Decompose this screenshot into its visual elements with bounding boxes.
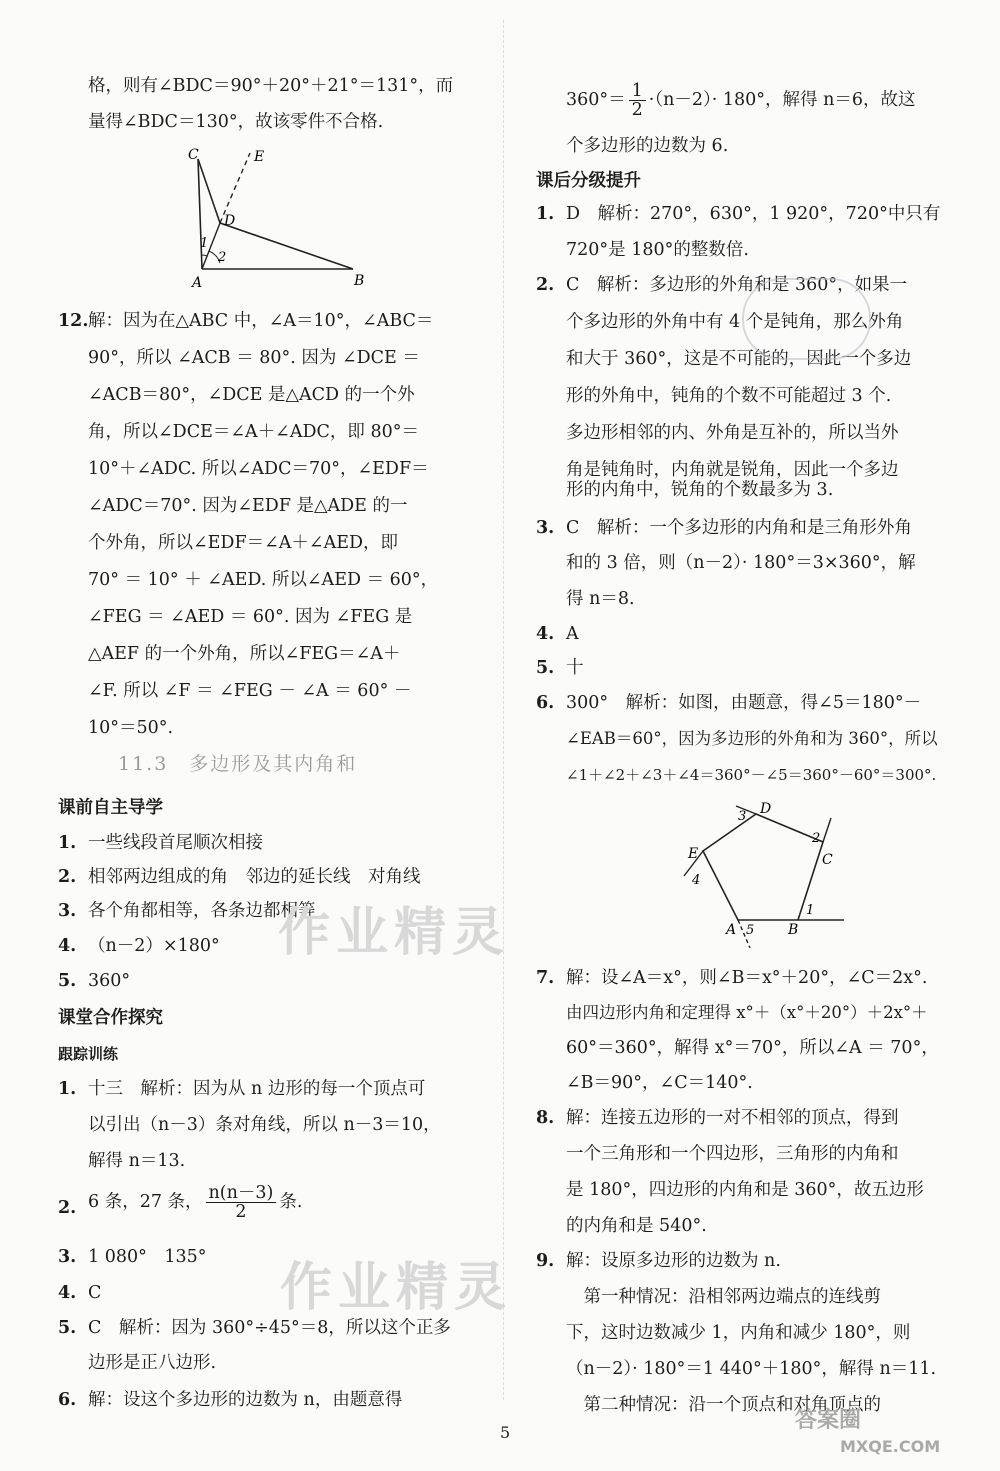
text-line: C 解析：因为 360°÷45°＝8，所以这个正多 — [88, 1318, 451, 1338]
text-line: 十三 解析：因为从 n 边形的每一个顶点可 — [88, 1079, 426, 1099]
angle-arc-1 — [202, 255, 207, 256]
answer-text: 各个角都相等，各条边都相等 — [88, 901, 316, 921]
label-a: A — [726, 922, 737, 938]
text-line: ∠1＋∠2＋∠3＋∠4＝360°－∠5＝360°－60°＝300°. — [566, 766, 937, 784]
stamp-mark — [742, 278, 871, 360]
pentagon-shape — [703, 814, 823, 920]
text-line: 是 180°，四边形的内角和是 360°，故五边形 — [566, 1180, 924, 1200]
label-b: B — [788, 922, 799, 938]
item-number: 2. — [58, 1198, 77, 1218]
text-line: 得 n＝8. — [566, 589, 635, 609]
text-line: △AEF 的一个外角，所以∠FEG＝∠A＋ — [88, 644, 401, 664]
label-d: D — [224, 213, 236, 229]
heading-preview: 课前自主导学 — [58, 798, 163, 818]
item-number: 6. — [58, 1390, 77, 1410]
item-number: 1. — [58, 833, 77, 853]
item-number: 3. — [58, 1247, 77, 1267]
text-line: 角，所以∠DCE＝∠A＋∠ADC，即 80°＝ — [88, 422, 419, 442]
text-line: 的内角和是 540°. — [566, 1216, 707, 1236]
text-line: 格，则有∠BDC＝90°＋20°＋21°＝131°，而 — [88, 76, 454, 96]
text-line: 第一种情况：沿相邻两边端点的连线剪 — [566, 1287, 881, 1307]
heading-coop: 课堂合作探究 — [58, 1008, 163, 1028]
watermark: 作业精灵 — [280, 1257, 513, 1318]
answer-text: 1 080° 135° — [88, 1247, 207, 1267]
heading-tracking: 跟踪训练 — [58, 1045, 119, 1063]
text-line: 60°＝360°，解得 x°＝70°，所以∠A ＝ 70°， — [566, 1038, 939, 1058]
answer-suffix: ·（n－2）· 180°，解得 n＝6，故这 — [648, 90, 916, 110]
item-number: 4. — [536, 624, 555, 644]
answer-text: 十 — [566, 658, 584, 678]
text-line: 量得∠BDC＝130°，故该零件不合格. — [88, 112, 384, 132]
label-1: 1 — [806, 903, 815, 918]
heading-after-class: 课后分级提升 — [536, 171, 641, 191]
text-line: 多边形相邻的内、外角是互补的，所以当外 — [566, 423, 899, 443]
answer-text: 相邻两边组成的角 邻边的延长线 对角线 — [88, 867, 421, 887]
answer-text: 一些线段首尾顺次相接 — [88, 833, 263, 853]
label-3: 3 — [738, 809, 747, 824]
text-line: 和大于 360°，这是不可能的，因此一个多边 — [566, 349, 912, 369]
text-line: 以引出（n－3）条对角线，所以 n－3＝10， — [88, 1115, 441, 1135]
item-number: 5. — [58, 1318, 77, 1338]
label-2: 2 — [218, 250, 227, 265]
text-line: ∠B＝90°，∠C＝140°. — [566, 1073, 753, 1093]
pentagon-figure — [676, 798, 856, 948]
item-number: 5. — [536, 658, 555, 678]
label-e: E — [688, 846, 699, 862]
label-1: 1 — [200, 236, 209, 251]
line-ca — [198, 159, 202, 269]
label-c: C — [188, 147, 199, 163]
text-line: 第二种情况：沿一个顶点和对角顶点的 — [566, 1395, 881, 1415]
line-db — [220, 223, 353, 269]
triangle-figure — [188, 145, 428, 295]
text-line: 形的内角中，锐角的个数最多为 3. — [566, 480, 834, 500]
text-line: 10°＋∠ADC. 所以∠ADC＝70°，∠EDF＝ — [88, 459, 429, 479]
label-2: 2 — [812, 831, 821, 846]
text-line: 90°，所以 ∠ACB ＝ 80°. 因为 ∠DCE ＝ — [88, 348, 420, 368]
text-line: 形的外角中，钝角的个数不可能超过 3 个. — [566, 386, 892, 406]
text-line: ∠FEG ＝ ∠AED ＝ 60°. 因为 ∠FEG 是 — [88, 607, 413, 627]
fraction-denominator: 2 — [631, 100, 643, 120]
text-line: 300° 解析：如图，由题意，得∠5＝180°－ — [566, 693, 922, 713]
label-c: C — [822, 852, 833, 868]
answer-text: 360° — [88, 971, 131, 991]
answer-text: C — [88, 1283, 102, 1303]
item-number: 2. — [536, 275, 555, 295]
answer-text: （n－2）×180° — [88, 936, 220, 956]
text-line: ∠ACB＝80°，∠DCE 是△ACD 的一个外 — [88, 385, 415, 405]
text-line: ∠ADC＝70°. 因为∠EDF 是△ADE 的一 — [88, 496, 408, 516]
item-number: 4. — [58, 936, 77, 956]
label-e: E — [254, 149, 265, 165]
item-number: 6. — [536, 693, 555, 713]
text-line: 由四边形内角和定理得 x°＋（x°＋20°）＋2x°＋ — [566, 1003, 928, 1022]
text-line: 解：设∠A＝x°，则∠B＝x°＋20°，∠C＝2x°. — [566, 968, 928, 988]
text-line: 一个三角形和一个四边形，三角形的内角和 — [566, 1144, 899, 1164]
site-logo: 答案圈 — [795, 1408, 862, 1433]
item-number: 9. — [536, 1251, 555, 1271]
fraction — [206, 1184, 277, 1221]
text-line: 角是钝角时，内角就是锐角，因此一个多边 — [566, 460, 899, 480]
fraction-numerator: n(n－3) — [206, 1184, 277, 1203]
text-line: 70° ＝ 10° ＋ ∠AED. 所以∠AED ＝ 60°， — [88, 570, 439, 590]
item-number: 4. — [58, 1283, 77, 1303]
label-5: 5 — [746, 923, 755, 938]
text-line: （n－2）· 180°＝1 440°＋180°，解得 n＝11. — [566, 1359, 937, 1379]
text-line: 和的 3 倍，则（n－2）· 180°＝3×360°，解 — [566, 553, 916, 573]
text-line: ∠F. 所以 ∠F ＝ ∠FEG － ∠A ＝ 60° － — [88, 681, 412, 701]
text-line: 下，这时边数减少 1，内角和减少 180°，则 — [566, 1323, 911, 1343]
answer-suffix: 条. — [279, 1192, 303, 1212]
text-line: 720°是 180°的整数倍. — [566, 240, 749, 260]
text-line: 个多边形的边数为 6. — [566, 136, 729, 156]
item-number: 7. — [536, 968, 555, 988]
answer-text — [566, 82, 916, 119]
item-number: 3. — [536, 518, 555, 538]
text-line: C 解析：一个多边形的内角和是三角形外角 — [566, 518, 912, 538]
site-logo-url: MXQE.COM — [840, 1437, 941, 1456]
text-line: D 解析：270°，630°，1 920°，720°中只有 — [566, 204, 941, 224]
answer-prefix: 360°＝ — [566, 90, 626, 110]
text-line: 个外角，所以∠EDF＝∠A＋∠AED，即 — [88, 533, 399, 553]
item-number: 8. — [536, 1108, 555, 1128]
answer-prefix: 6 条，27 条， — [88, 1192, 203, 1212]
line-cd — [198, 159, 220, 223]
text-line: C 解析：多边形的外角和是 360°，如果一 — [566, 275, 908, 295]
text-line: 解：设这个多边形的边数为 n，由题意得 — [88, 1390, 403, 1410]
ext-line-c — [823, 818, 831, 842]
fraction-numerator: 1 — [629, 82, 646, 101]
item-number: 3. — [58, 901, 77, 921]
text-line: ∠EAB＝60°，因为多边形的外角和为 360°，所以 — [566, 729, 938, 748]
watermark: 作业精灵 — [278, 902, 511, 963]
text-line: 解得 n＝13. — [88, 1151, 186, 1171]
label-d: D — [760, 801, 772, 817]
answer-text — [88, 1184, 302, 1221]
text-line: 解：连接五边形的一对不相邻的顶点，得到 — [566, 1108, 899, 1128]
item-number: 1. — [536, 204, 555, 224]
text-line: 边形是正八边形. — [88, 1353, 217, 1373]
item-number: 1. — [58, 1079, 77, 1099]
text-line: 解：因为在△ABC 中，∠A＝10°，∠ABC＝ — [88, 311, 434, 331]
text-line: 个多边形的外角中有 4 个是钝角，那么外角 — [566, 312, 904, 332]
text-line: 10°＝50°. — [88, 718, 174, 738]
label-b: B — [354, 273, 365, 289]
section-title: 11.3 多边形及其内角和 — [118, 753, 358, 775]
text-line: 解：设原多边形的边数为 n. — [566, 1251, 781, 1271]
item-number: 12. — [58, 311, 89, 331]
label-4: 4 — [692, 873, 701, 888]
fraction — [629, 82, 646, 119]
fraction-denominator: 2 — [235, 1202, 247, 1222]
page-number: 5 — [500, 1423, 511, 1442]
item-number: 2. — [58, 867, 77, 887]
answer-text: A — [566, 624, 579, 644]
column-divider — [503, 20, 504, 1400]
item-number: 5. — [58, 971, 77, 991]
label-a: A — [192, 275, 203, 291]
